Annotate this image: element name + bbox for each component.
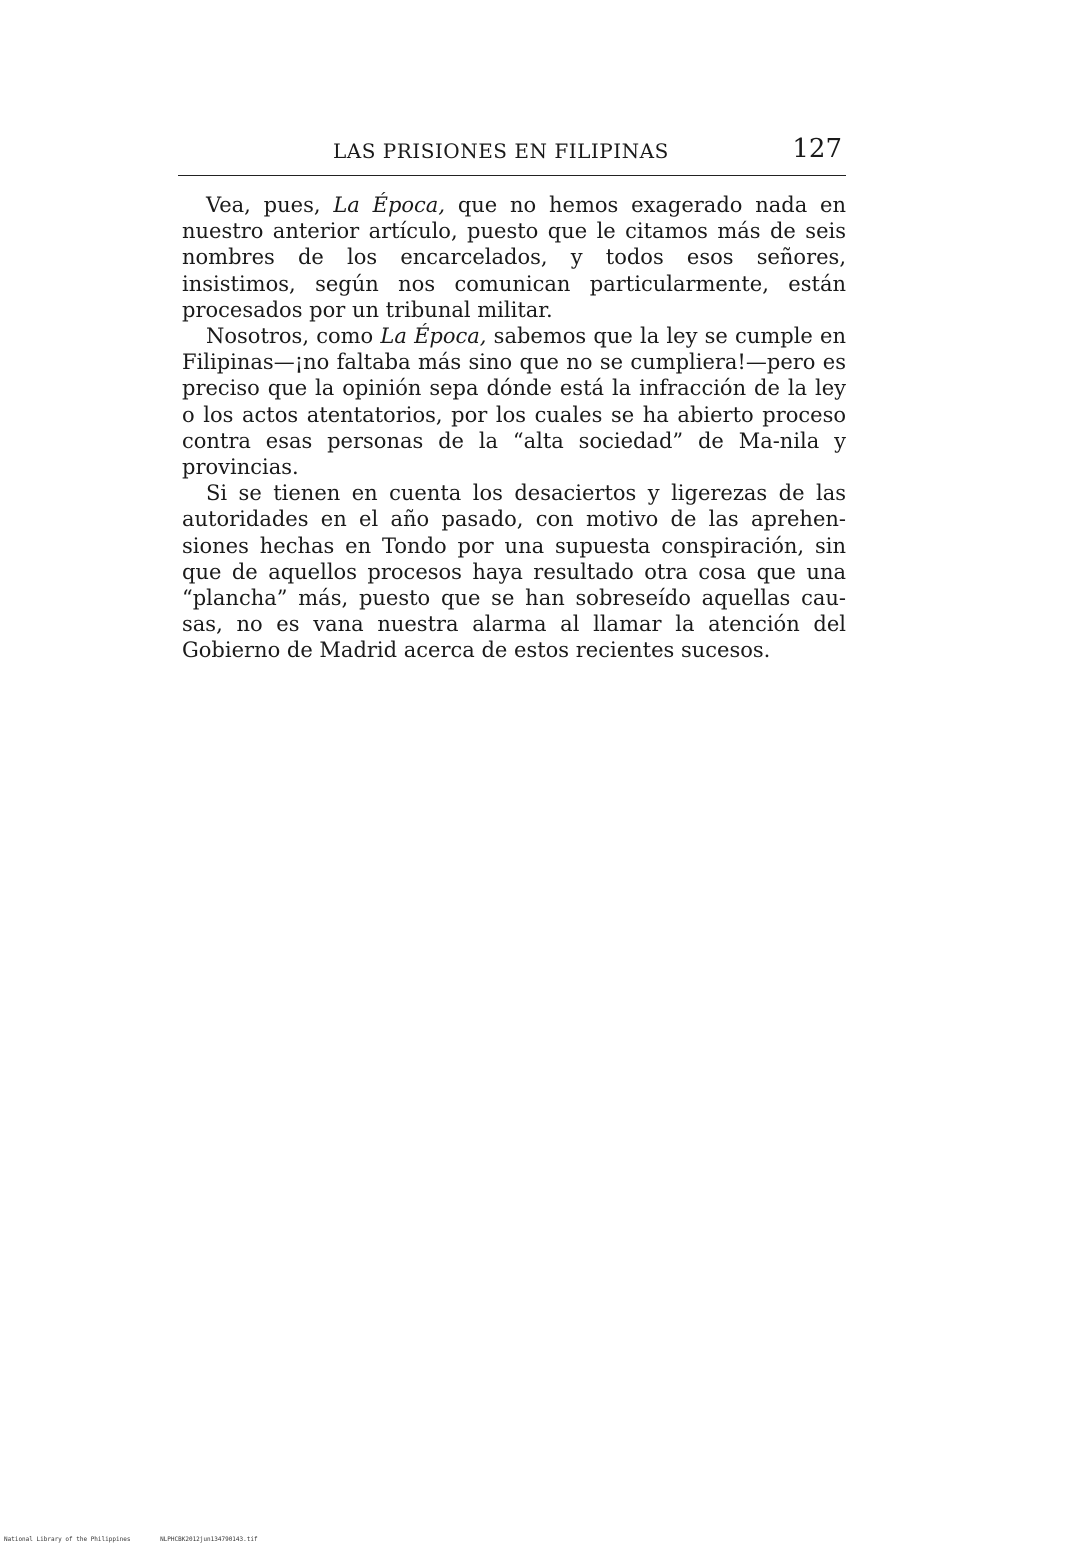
running-title: LAS PRISIONES EN FILIPINAS [333, 139, 669, 163]
paragraph-2-rest: sabemos que la ley se cumple en Filipinas—¡no faltaba más sino que no se cumpliera!—pero es preciso que la opinión sepa dónde está la infracción de la ley o los actos atentatorios, por los cuales se ha abierto proceso contra esas personas de la “alta sociedad” de Ma-nila y provincias. [182, 324, 847, 480]
footer-library: National Library of the Philippines [4, 1536, 131, 1543]
paragraph-3-lead: Si se tienen en cuenta los desaciertos y ligerezas de las autoridades en el año pasado, con motivo de las aprehen-siones hechas en Tondo por una supuesta conspiración, sin que de aquellos procesos haya resultado otra cosa que una “plancha” más, puesto que se han sobreseído aquellas cau-sas, no es vana nuestra alarma al llamar la atención del Gobierno de Madrid acerca de estos recientes sucesos. [182, 481, 846, 663]
paragraph-2 [182, 323, 846, 480]
scan-footer [4, 1536, 258, 1543]
paragraph-1 [182, 192, 846, 323]
paragraph-1-lead: Vea, pues, [206, 193, 334, 217]
body-text [182, 192, 846, 664]
paragraph-2-lead: Nosotros, como [206, 324, 381, 349]
page-number: 127 [792, 134, 842, 164]
paragraph-1-italic: La Época, [333, 193, 445, 217]
page-header [178, 135, 846, 176]
paragraph-1-rest: que no hemos exagerado nada en nuestro anterior artículo, puesto que le citamos más de seis nombres de los encarcelados, y todos esos señores, insistimos, según nos comunican particularmente, están procesados por un tribunal militar. [182, 193, 847, 322]
footer-file-id: NLPHCBK2012jun134790143.tif [160, 1536, 258, 1543]
paragraph-3 [182, 480, 846, 663]
paragraph-2-italic: La Época, [380, 324, 487, 349]
